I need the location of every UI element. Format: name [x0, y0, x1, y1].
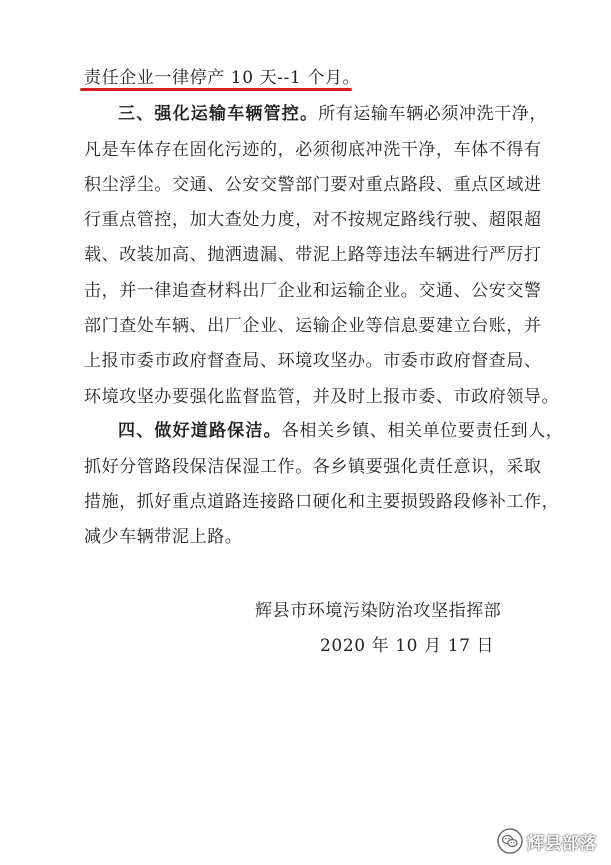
section3-line-7: 上报市委市政府督查局、环境攻坚办。市委市政府督查局、	[84, 351, 542, 371]
section3-heading: 三、强化运输车辆管控。	[118, 104, 319, 124]
section3-line-6: 部门查处车辆、出厂企业、运输企业等信息要建立台账，并	[84, 316, 542, 336]
section4-first-line	[118, 421, 564, 441]
section3-first-line	[118, 104, 554, 124]
section3-line-4: 载、改装加高、抛洒遗漏、带泥上路等违法车辆进行严厉打	[84, 245, 542, 265]
section4-line-2: 措施，抓好重点道路连接路口硬化和主要损毁路段修补工作，	[84, 492, 560, 512]
watermark	[497, 828, 597, 854]
section3-line-1: 凡是车体存在固化污迹的，必须彻底冲洗干净，车体不得有	[84, 140, 542, 160]
section4-line-3: 减少车辆带泥上路。	[84, 527, 243, 547]
section3-line-0: 所有运输车辆必须冲洗干净，	[318, 104, 548, 124]
watermark-text: 辉县部落	[527, 833, 597, 854]
section3-line-3: 行重点管控，加大查处力度，对不按规定路线行驶、超限超	[84, 210, 542, 230]
wechat-icon	[497, 828, 523, 854]
section3-line-8: 环境攻坚办要强化监督监管，并及时上报市委、市政府领导。	[84, 387, 560, 407]
red-underline	[80, 88, 352, 91]
section4-heading: 四、做好道路保洁。	[118, 421, 282, 441]
signature-date: 2020 年 10 月 17 日	[320, 636, 495, 656]
section3-line-2: 积尘浮尘。交通、公安交警部门要对重点路段、重点区域进	[84, 175, 542, 195]
section4-line-1: 抓好分管路段保洁保湿工作。各乡镇要强化责任意识，采取	[84, 457, 542, 477]
section4-line-0: 各相关乡镇、相关单位要责任到人，	[281, 421, 564, 441]
signature-organization: 辉县市环境污染防治攻坚指挥部	[255, 601, 502, 621]
section3-line-5: 击，并一律追查材料出厂企业和运输企业。交通、公安交警	[84, 281, 542, 301]
top-line: 责任企业一律停产 10 天--1 个月。	[84, 68, 361, 88]
